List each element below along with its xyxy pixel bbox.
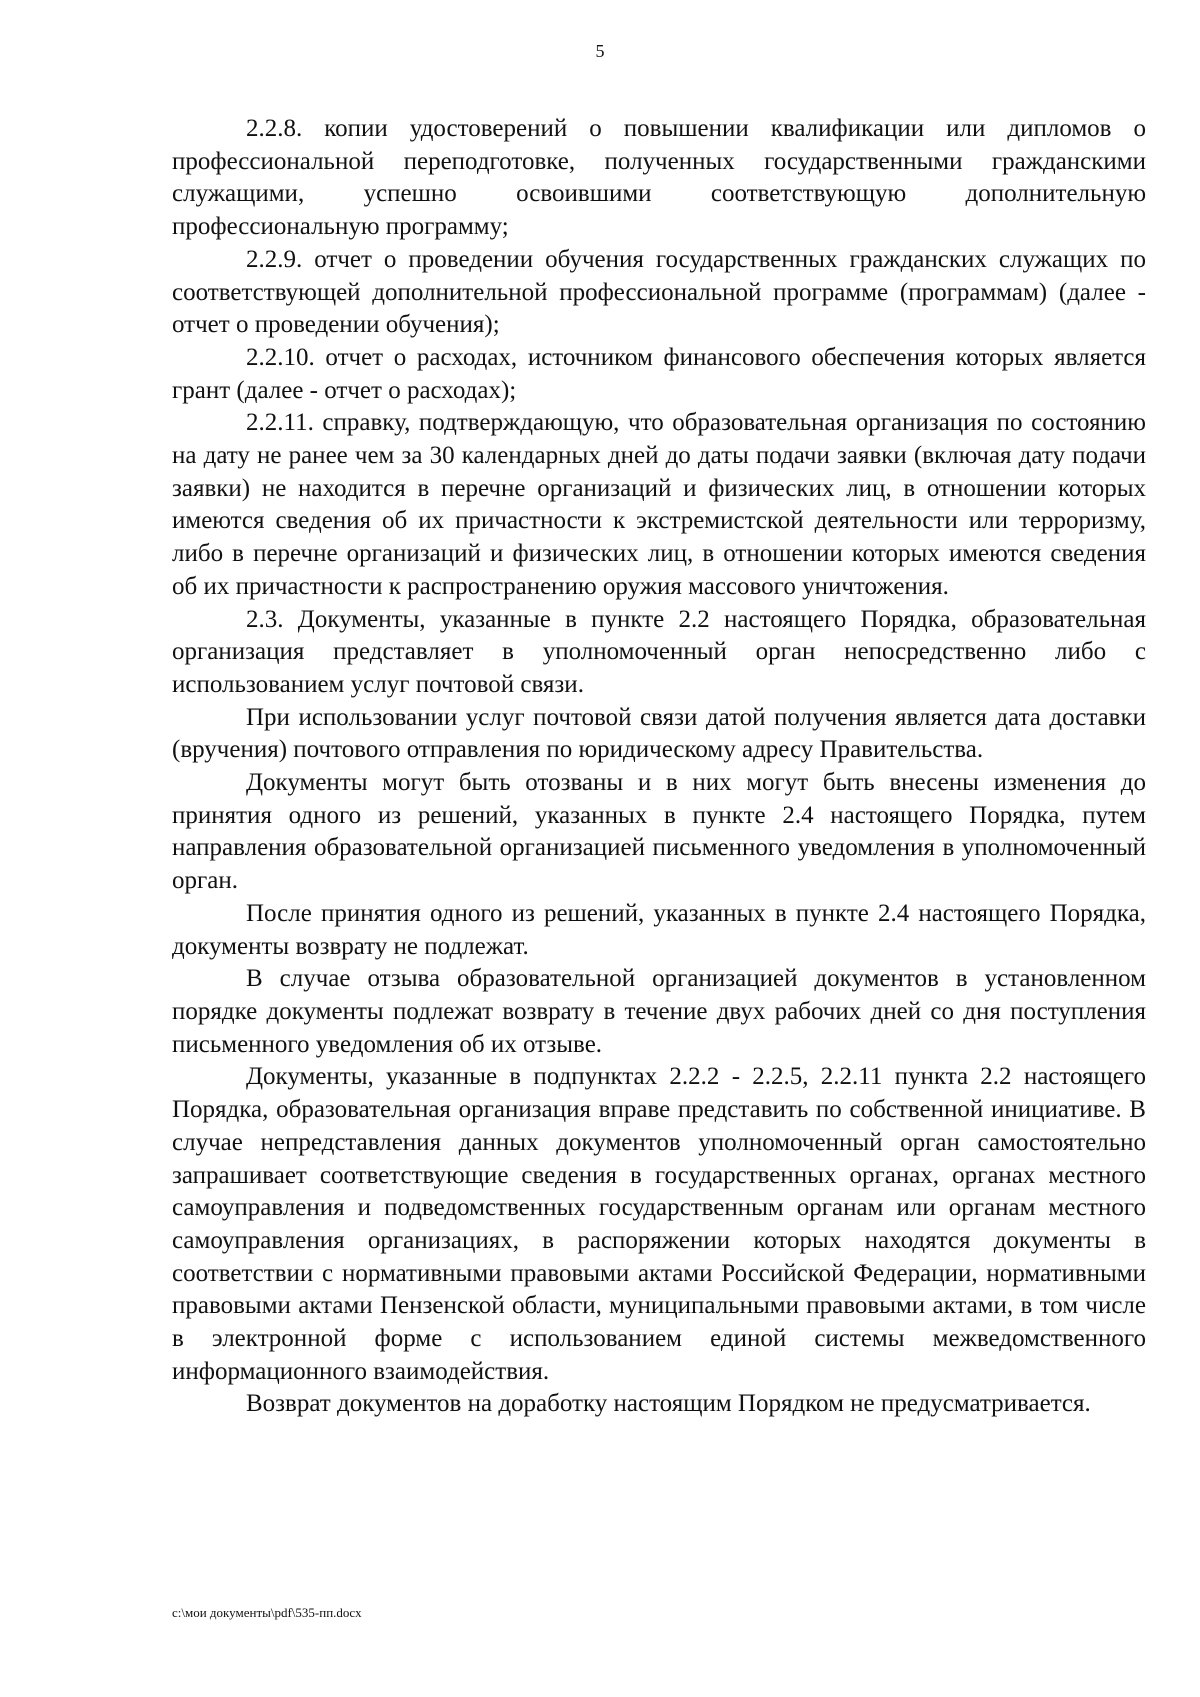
paragraph-2-3: 2.3. Документы, указанные в пункте 2.2 настоящего Порядка, образовательная организация представляет в уполномоченный орган непосредственно либо с использованием услуг почтовой связи. [172,605,1146,698]
paragraph-2-2-9: 2.2.9. отчет о проведении обучения государственных гражданских служащих по соответствующей дополнительной профессиональной программе (программам) (далее - отчет о проведении обучения); [172,245,1146,339]
paragraph-no-return: После принятия одного из решений, указанных в пункте 2.4 настоящего Порядка, документы возврату не подлежат. [172,899,1146,960]
document-body [172,113,1146,1421]
paragraph-postal-delivery: При использовании услуг почтовой связи датой получения является дата доставки (вручения) почтового отправления по юридическому адресу Правительства. [172,703,1146,764]
paragraph-2-2-11: 2.2.11. справку, подтверждающую, что образовательная организация по состоянию на дату не ранее чем за 30 календарных дней до даты подачи заявки (включая дату подачи заявки) не находится в перечне организаций и физических лиц, в отношении которых имеются сведения об их причастности к экстремистской деятельности или терроризму, либо в перечне организаций и физических лиц, в отношении которых имеются сведения об их причастности к распространению оружия массового уничтожения. [172,409,1146,600]
paragraph-withdrawal-changes: Документы могут быть отозваны и в них могут быть внесены изменения до принятия одного из решений, указанных в пункте 2.4 настоящего Порядка, путем направления образовательной организацией письменного уведомления в уполномоченный орган. [172,769,1146,895]
paragraph-own-initiative: Документы, указанные в подпунктах 2.2.2 - 2.2.5, 2.2.11 пункта 2.2 настоящего Порядка, образовательная организация вправе представить по собственной инициативе. В случае непредставления данных документов уполномоченный орган самостоятельно запрашивает соответствующие сведения в государственных органах, органах местного самоуправления и подведомственных государственным органам или органам местного самоуправления организациях, в распоряжении которых находятся документы в соответствии с нормативными правовыми актами Российской Федерации, нормативными правовыми актами Пензенской области, муниципальными правовыми актами, в том числе в электронной форме с использованием единой системы межведомственного информационного взаимодействия. [172,1063,1146,1385]
page-number: 5 [595,41,605,61]
paragraph-return-on-withdrawal: В случае отзыва образовательной организацией документов в установленном порядке документы подлежат возврату в течение двух рабочих дней со дня поступления письменного уведомления об их отзыве. [172,965,1146,1058]
paragraph-2-2-10: 2.2.10. отчет о расходах, источником финансового обеспечения которых является грант (далее - отчет о расходах); [172,343,1146,404]
footer-file-path: c:\мои документы\pdf\535-пп.docx [172,1605,362,1620]
paragraph-no-rework: Возврат документов на доработку настоящим Порядком не предусматривается. [246,1390,1091,1418]
paragraph-2-2-8: 2.2.8. копии удостоверений о повышении квалификации или дипломов о профессиональной переподготовке, полученных государственными гражданскими служащими, успешно освоившими соответствующую дополнительную профессиональную программу; [172,115,1146,241]
